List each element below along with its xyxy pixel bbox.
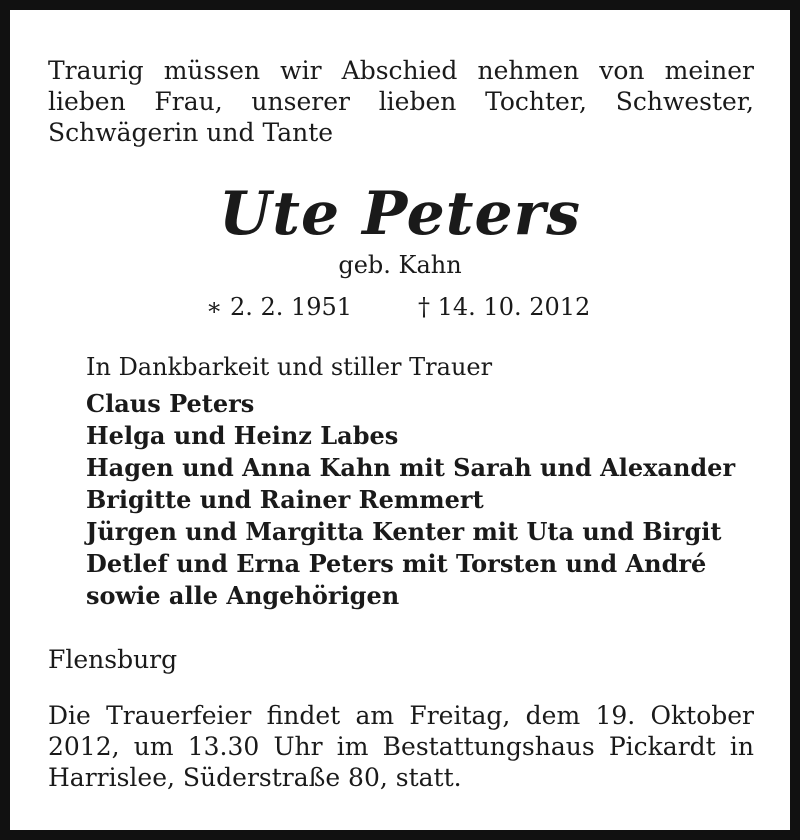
- place-name: Flensburg: [48, 645, 178, 674]
- mourner-name: Helga und Heinz Labes: [86, 421, 399, 450]
- service-line: 2012, um 13.30 Uhr im Bestattungshaus Pickardt in: [48, 732, 754, 761]
- mourner-name: Brigitte und Rainer Remmert: [86, 485, 484, 514]
- death-date: † 14. 10. 2012: [418, 293, 591, 321]
- intro-line: Traurig müssen wir Abschied nehmen von meiner: [48, 56, 754, 85]
- intro-line: lieben Frau, unserer lieben Tochter, Schwester,: [48, 87, 754, 116]
- mourner-name: sowie alle Angehörigen: [86, 581, 400, 610]
- intro-line: Schwägerin und Tante: [48, 118, 334, 147]
- mourner-name: Jürgen und Margitta Kenter mit Uta und Birgit: [86, 517, 722, 546]
- service-line: Die Trauerfeier findet am Freitag, dem 19. Oktober: [48, 701, 754, 730]
- mourners-heading: In Dankbarkeit und stiller Trauer: [86, 353, 493, 381]
- mourner-name: Hagen und Anna Kahn mit Sarah und Alexander: [86, 453, 736, 482]
- mourner-name: Claus Peters: [86, 389, 255, 418]
- maiden-name: geb. Kahn: [338, 251, 462, 279]
- birth-date: ∗ 2. 2. 1951: [206, 293, 353, 321]
- service-line: Harrislee, Süderstraße 80, statt.: [48, 763, 462, 792]
- mourner-name: Detlef und Erna Peters mit Torsten und André: [86, 549, 707, 578]
- deceased-name: Ute Peters: [218, 179, 582, 249]
